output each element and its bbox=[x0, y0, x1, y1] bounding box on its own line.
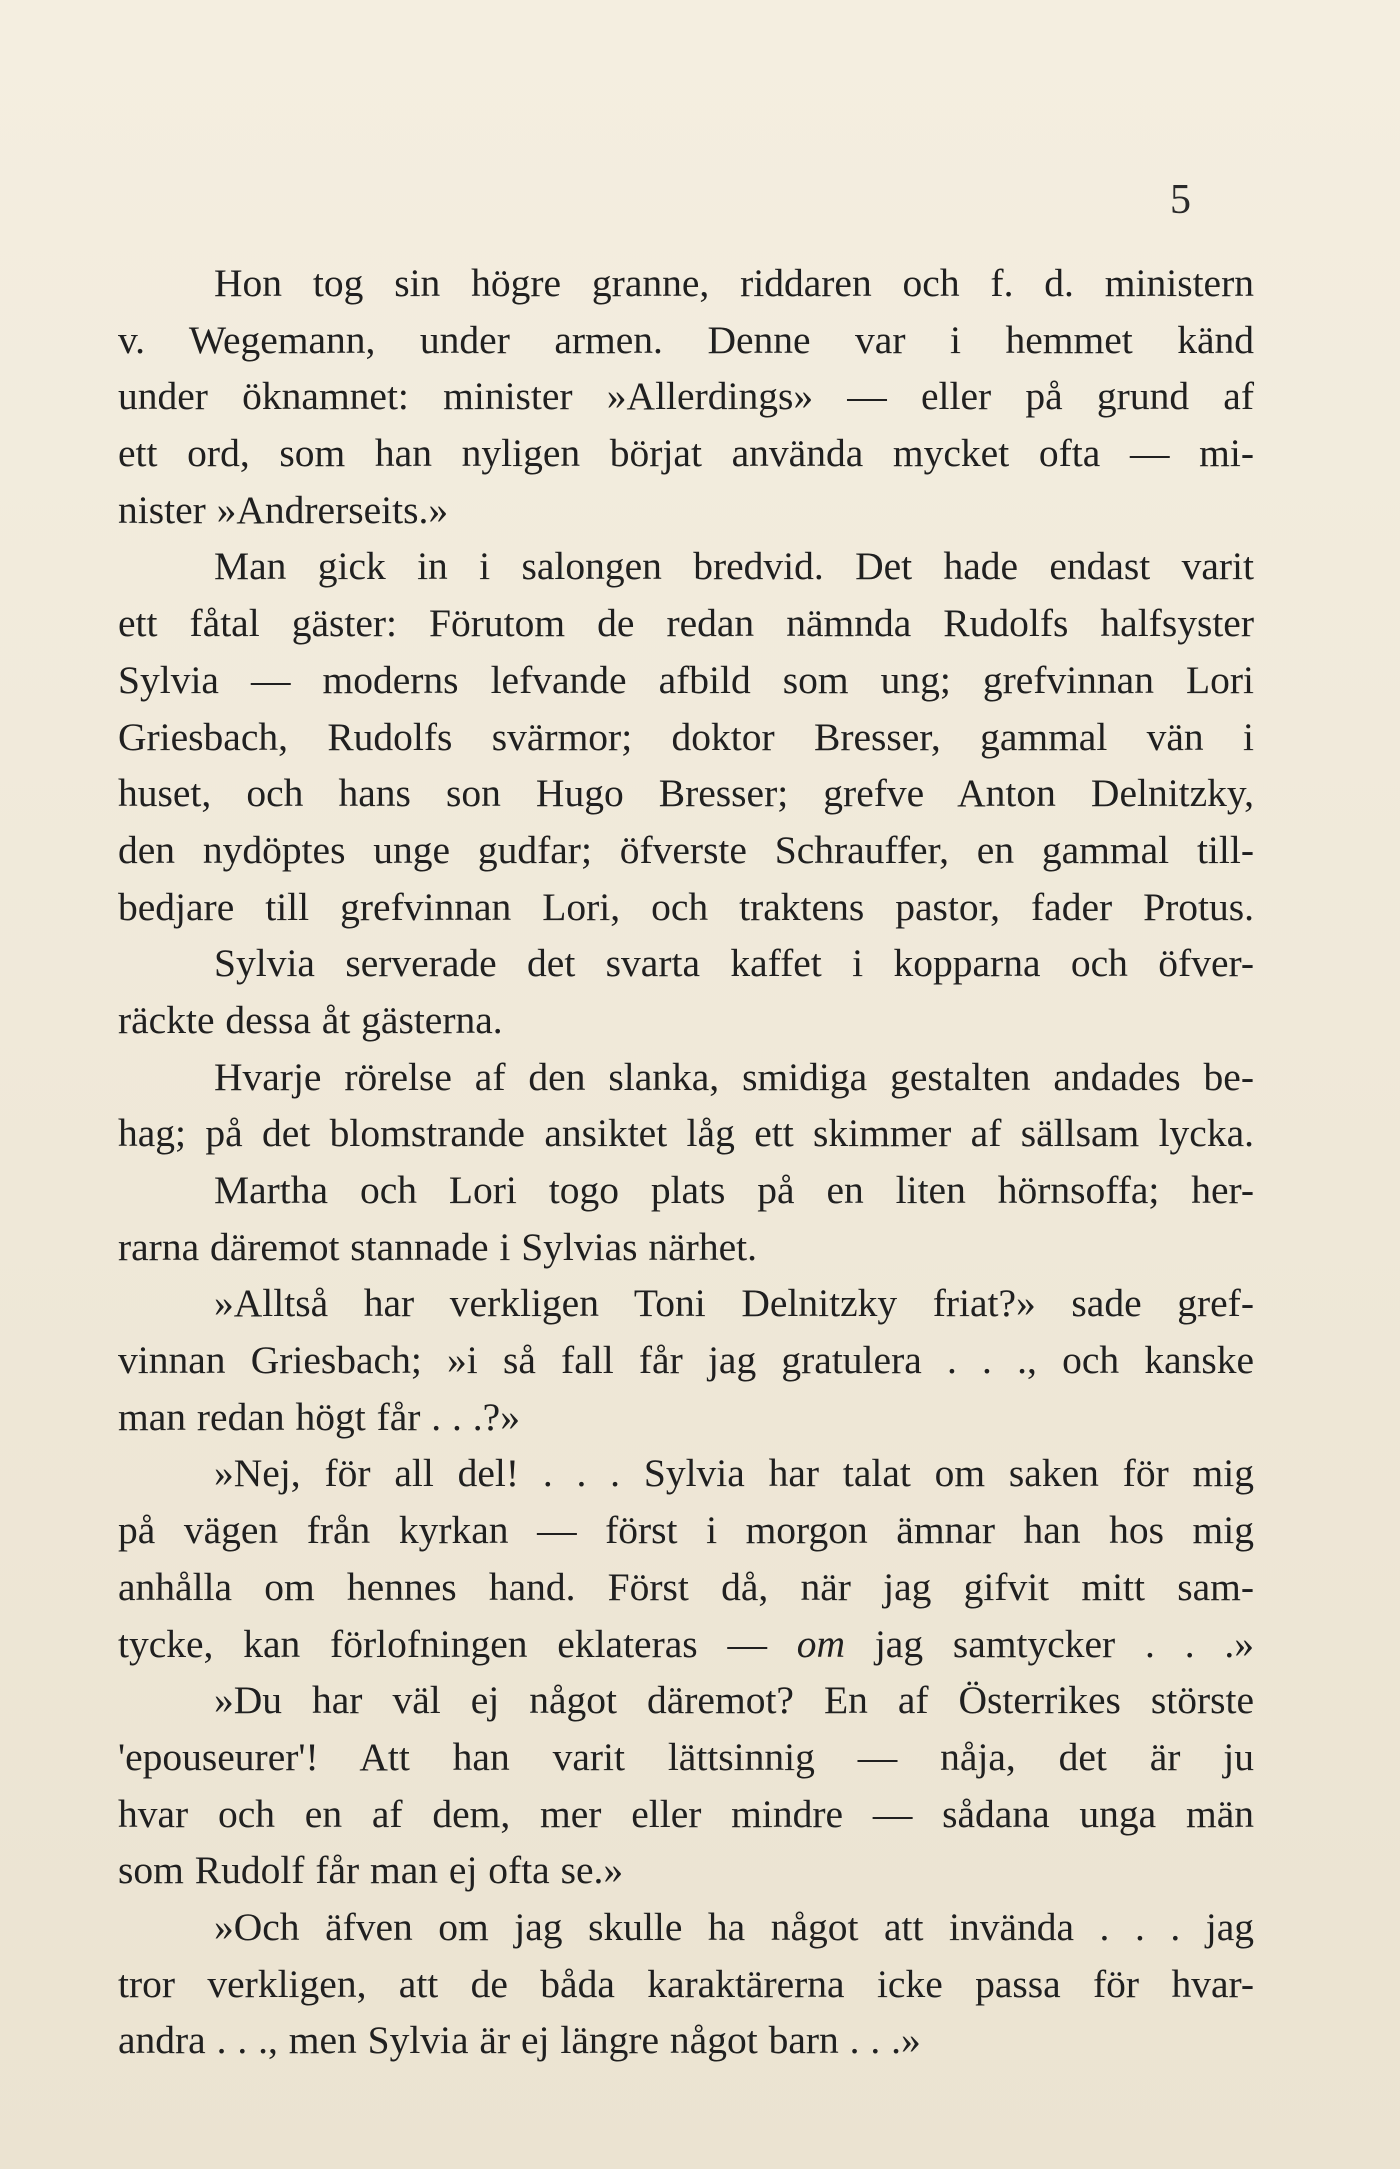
text-line: Hvarje rörelse af den slanka, smidiga gestalten andades be- bbox=[214, 1054, 1254, 1099]
text-line: »Nej, för all del! . . . Sylvia har talat om saken för mig bbox=[214, 1451, 1254, 1496]
text-line: hag; på det blomstrande ansiktet låg ett skimmer af sällsam lycka. bbox=[118, 1111, 1254, 1156]
page-number: 5 bbox=[1170, 177, 1191, 223]
text-line: »Du har väl ej något däremot? En af Österrikes störste bbox=[214, 1678, 1254, 1723]
text-line: andra . . ., men Sylvia är ej längre något barn . . .» bbox=[118, 2018, 921, 2063]
text-line: huset, och hans son Hugo Bresser; grefve Anton Delnitzky, bbox=[118, 771, 1254, 816]
text-line: tror verkligen, att de båda karaktärerna icke passa för hvar- bbox=[118, 1961, 1254, 2006]
text-line: som Rudolf får man ej ofta se.» bbox=[118, 1848, 624, 1893]
text-line: Sylvia serverade det svarta kaffet i kopparna och öfver- bbox=[214, 941, 1254, 986]
text-line: den nydöptes unge gudfar; öfverste Schrauffer, en gammal till- bbox=[118, 827, 1254, 872]
text-line: Man gick in i salongen bredvid. Det hade endast varit bbox=[214, 544, 1254, 589]
text-line: Martha och Lori togo plats på en liten hörnsoffa; her- bbox=[214, 1168, 1254, 1212]
text-line: »Och äfven om jag skulle ha något att invända . . . jag bbox=[214, 1904, 1254, 1949]
text-line: rarna däremot stannade i Sylvias närhet. bbox=[118, 1224, 757, 1269]
text-line: 'epouseurer'! Att han varit lättsinnig — nåja, det är ju bbox=[118, 1734, 1254, 1779]
text-line: ett fåtal gäster: Förutom de redan nämnda Rudolfs halfsyster bbox=[118, 601, 1254, 646]
text-line: räckte dessa åt gästerna. bbox=[118, 997, 503, 1042]
body-text bbox=[118, 255, 1254, 2069]
text-line: bedjare till grefvinnan Lori, och traktens pastor, fader Protus. bbox=[118, 884, 1254, 929]
emphasized-word: om bbox=[796, 1621, 846, 1666]
text-line: under öknamnet: minister »Allerdings» — eller på grund af bbox=[118, 374, 1254, 419]
text-line: ett ord, som han nyligen börjat använda mycket ofta — mi- bbox=[118, 431, 1254, 476]
text-line: anhålla om hennes hand. Först då, när jag gifvit mitt sam- bbox=[118, 1564, 1254, 1609]
text-line: på vägen från kyrkan — först i morgon ämnar han hos mig bbox=[118, 1508, 1254, 1553]
text-line: »Alltså har verkligen Toni Delnitzky friat?» sade gref- bbox=[214, 1281, 1254, 1326]
text-line: man redan högt får . . .?» bbox=[118, 1394, 520, 1439]
text-line: vinnan Griesbach; »i så fall får jag gratulera . . ., och kanske bbox=[118, 1338, 1254, 1383]
text-line: Hon tog sin högre granne, riddaren och f. d. ministern bbox=[214, 261, 1254, 305]
text-line: v. Wegemann, under armen. Denne var i hemmet känd bbox=[118, 317, 1254, 362]
text-line: hvar och en af dem, mer eller mindre — sådana unga män bbox=[118, 1791, 1254, 1836]
text-line-with-emphasis: tycke, kan förlofningen eklateras — om jag samtycker . . .» bbox=[118, 1621, 1254, 1666]
text-line: nister »Andrerseits.» bbox=[118, 487, 449, 532]
text-line: Griesbach, Rudolfs svärmor; doktor Bresser, gammal vän i bbox=[118, 714, 1254, 759]
text-line: Sylvia — moderns lefvande afbild som ung; grefvinnan Lori bbox=[118, 657, 1254, 702]
